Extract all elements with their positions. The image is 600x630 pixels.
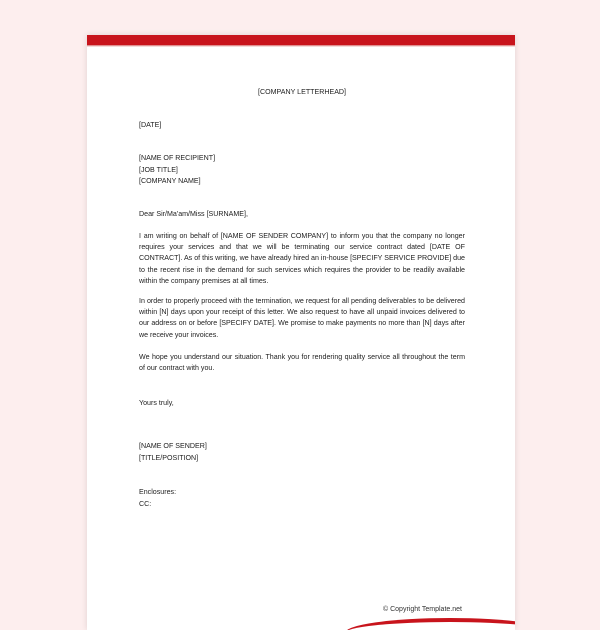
recipient-job-title: [JOB TITLE]	[139, 165, 178, 174]
cc-label: CC:	[139, 499, 152, 508]
paragraph-1: I am writing on behalf of [NAME OF SENDER COMPANY] to inform you that the company no longer requires your services and that we will be terminating our service contract dated [DATE OF CONTRACT]. As of this writing, we have already hired an in-house [SPECIFY SERVICE PROVIDE] due to the recent rise in the demand for such services which requires the provider to be readily available within the company premises at all times.	[139, 232, 465, 285]
paragraph-2: In order to properly proceed with the termination, we request for all pending deliverables to be delivered within [N] days upon your receipt of this letter. We also request to have all unpaid invoices delivered to our address on or before [SPECIFY DATE]. We promise to make payments no more than [N] days after we receive your invoices.	[139, 297, 465, 339]
footer-accent-swoosh	[345, 618, 515, 630]
sender-name: [NAME OF SENDER]	[139, 442, 207, 450]
closing: Yours truly,	[139, 399, 174, 407]
recipient-name: [NAME OF RECIPIENT]	[139, 154, 216, 162]
paragraph-3: We hope you understand our situation. Thank you for rendering quality service all throughout the term of our contract with you.	[139, 353, 465, 373]
enclosures-label: Enclosures:	[139, 488, 177, 496]
recipient-company: [COMPANY NAME]	[139, 177, 201, 185]
header-band-shadow	[87, 45, 515, 47]
copyright-notice: © Copyright Template.net	[383, 606, 462, 613]
letter-date: [DATE]	[139, 121, 162, 129]
document-page	[87, 35, 515, 630]
header-accent-band	[87, 35, 515, 45]
sender-title: [TITLE/POSITION]	[139, 453, 199, 462]
salutation: Dear Sir/Ma'am/Miss [SURNAME],	[139, 210, 248, 218]
company-letterhead: [COMPANY LETTERHEAD]	[257, 88, 347, 96]
